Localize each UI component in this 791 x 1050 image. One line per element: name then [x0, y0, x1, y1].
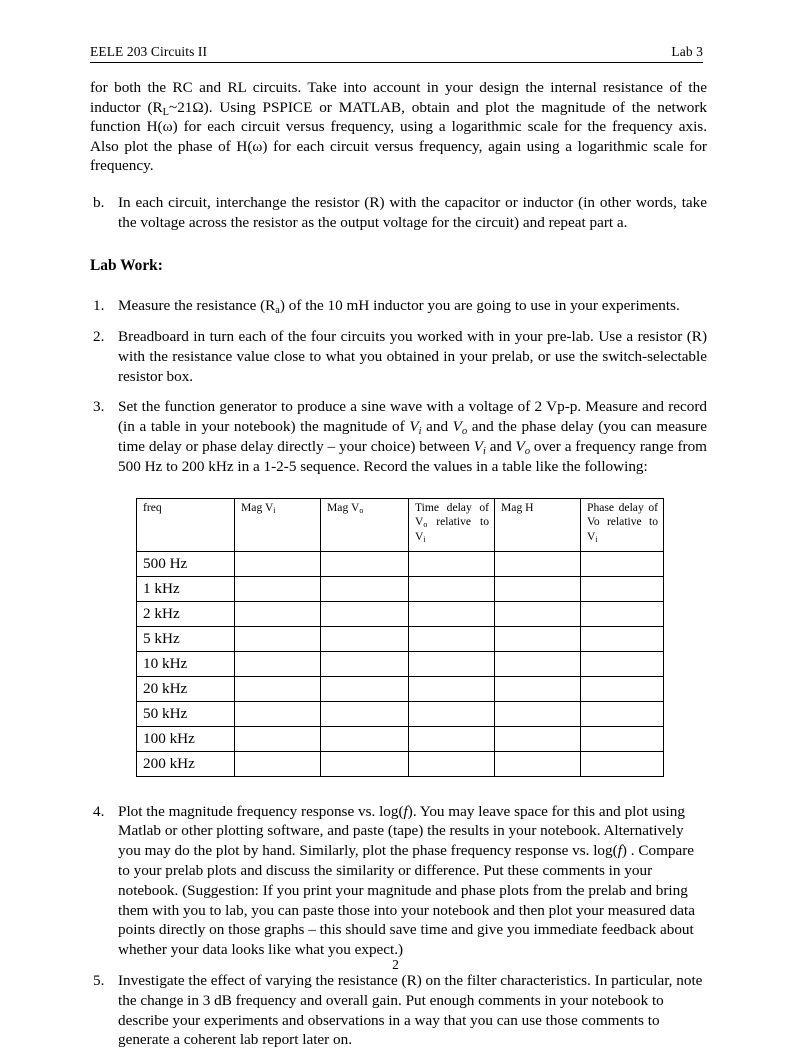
measurement-table-container — [136, 498, 663, 777]
page-number: 2 — [392, 957, 399, 972]
var-vo-2-base: V — [515, 437, 525, 455]
table-row — [137, 676, 664, 701]
measurement-table — [136, 498, 664, 777]
document-body — [90, 78, 707, 1050]
table-header-time-delay-sub-2: i — [423, 534, 426, 544]
table-header-row — [137, 498, 664, 551]
list-item-2 — [93, 327, 707, 386]
table-row — [137, 651, 664, 676]
list-marker-b: b. — [93, 193, 105, 211]
table-header-phase-delay-part-1: Phase delay of Vo relative to V — [587, 500, 658, 543]
table-cell-phase-delay[interactable] — [581, 751, 664, 776]
list-marker-2: 2. — [93, 327, 105, 345]
table-cell-time-delay[interactable] — [409, 576, 495, 601]
list-item-4-text-part-2: ). You may leave space for this and plot using Matlab or other plotting software, and paste (tape) the results in your notebook. Alternatively you may do the plot by hand. Similarly, plot the phase frequency response vs. log( — [118, 802, 685, 860]
table-row — [137, 701, 664, 726]
var-vo-1 — [452, 418, 468, 438]
table-header-phase-delay-sub: i — [595, 534, 598, 544]
var-vo-2 — [516, 438, 530, 455]
table-cell-mag-vo[interactable] — [321, 651, 409, 676]
table-cell-mag-vo[interactable] — [321, 551, 409, 576]
table-row — [137, 626, 664, 651]
table-cell-time-delay[interactable] — [409, 751, 495, 776]
table-cell-freq: 2 kHz — [137, 601, 235, 626]
table-cell-mag-vi[interactable] — [235, 651, 321, 676]
table-header-phase-delay — [581, 498, 664, 551]
var-f-2: f — [617, 842, 622, 860]
list-item-b-text: In each circuit, interchange the resistor (R) with the capacitor or inductor (in other words, take the voltage across the resistor as the output voltage for the circuit) and repeat part a. — [118, 193, 707, 231]
var-vo-2-sub: o — [524, 445, 530, 457]
header-lab-number: Lab 3 — [671, 44, 703, 59]
prelab-subscript-L: L — [162, 106, 169, 118]
table-cell-mag-h[interactable] — [495, 701, 581, 726]
list-item-1 — [93, 296, 707, 317]
list-item-5-text: Investigate the effect of varying the resistance (R) on the filter characteristics. In particular, note the change in 3 dB frequency and overall gain. Put enough comments in your notebook to describe your experiments and observations in a way that you can use those comments to generate a coherent lab report later on. — [118, 971, 703, 1049]
table-cell-time-delay[interactable] — [409, 651, 495, 676]
section-heading-lab-work: Lab Work: — [90, 257, 163, 275]
table-cell-freq: 500 Hz — [137, 551, 235, 576]
list-item-1-text-part-1: Measure the resistance (R — [118, 297, 276, 315]
table-cell-mag-vi[interactable] — [235, 676, 321, 701]
var-vi-1-sub: i — [418, 426, 422, 438]
table-cell-mag-h[interactable] — [495, 726, 581, 751]
table-cell-mag-vo[interactable] — [321, 751, 409, 776]
list-marker-4: 4. — [93, 802, 105, 820]
table-cell-mag-vi[interactable] — [235, 726, 321, 751]
table-cell-freq: 10 kHz — [137, 651, 235, 676]
table-row — [137, 601, 664, 626]
table-cell-mag-h[interactable] — [495, 751, 581, 776]
table-cell-mag-h[interactable] — [495, 551, 581, 576]
table-cell-phase-delay[interactable] — [581, 676, 664, 701]
list-item-3-text-part-5: over a frequency range from 500 Hz to 200 kHz in a 1-2-5 sequence. Record the values in a table like the following: — [118, 437, 707, 475]
list-marker-5: 5. — [93, 971, 105, 989]
table-cell-mag-h[interactable] — [495, 576, 581, 601]
table-cell-mag-vo[interactable] — [321, 626, 409, 651]
table-cell-mag-h[interactable] — [495, 676, 581, 701]
table-header-mag-vi — [235, 498, 321, 551]
table-cell-phase-delay[interactable] — [581, 626, 664, 651]
var-vi-1 — [409, 418, 422, 438]
var-vi-2-sub: i — [483, 445, 486, 457]
var-vo-1-base: V — [452, 418, 462, 436]
list-item-1-subscript-a: a — [275, 305, 280, 317]
paragraph-prelab-continuation — [90, 78, 707, 176]
table-header-time-delay-part-1: Time delay of V — [415, 500, 489, 529]
prelab-text-part-1: for both the RC and RL circuits. Take into account in your design the internal resistance of the inductor (R — [90, 79, 707, 116]
table-header-mag-vo-sub: o — [359, 505, 364, 515]
table-cell-time-delay[interactable] — [409, 726, 495, 751]
table-cell-phase-delay[interactable] — [581, 601, 664, 626]
table-cell-mag-h[interactable] — [495, 626, 581, 651]
var-f-1: f — [403, 802, 408, 820]
table-cell-freq: 200 kHz — [137, 751, 235, 776]
list-item-3-text-part-2: and — [421, 418, 453, 436]
list-item-1-text-part-2: ) of the 10 mH inductor you are going to use in your experiments. — [279, 297, 680, 315]
table-body — [137, 551, 664, 776]
table-cell-time-delay[interactable] — [409, 676, 495, 701]
table-header-time-delay-sub-1: o — [423, 520, 428, 530]
table-header-mag-vi-base: Mag V — [241, 500, 274, 514]
table-header-time-delay — [409, 498, 495, 551]
table-header-time-delay-part-2: relative to V — [415, 515, 489, 543]
table-cell-mag-h[interactable] — [495, 601, 581, 626]
table-cell-freq: 5 kHz — [137, 626, 235, 651]
list-item-3 — [93, 397, 707, 476]
table-cell-freq: 50 kHz — [137, 701, 235, 726]
table-cell-time-delay[interactable] — [409, 701, 495, 726]
list-item-3-text-part-3: and the phase delay (you can measure time delay or phase delay directly – your choice) between — [118, 418, 707, 455]
table-cell-phase-delay[interactable] — [581, 651, 664, 676]
table-cell-mag-vi[interactable] — [235, 701, 321, 726]
table-cell-phase-delay[interactable] — [581, 551, 664, 576]
table-cell-freq: 100 kHz — [137, 726, 235, 751]
table-cell-phase-delay[interactable] — [581, 726, 664, 751]
var-vi-2 — [474, 438, 486, 455]
table-cell-mag-h[interactable] — [495, 651, 581, 676]
table-cell-mag-vo[interactable] — [321, 576, 409, 601]
table-cell-phase-delay[interactable] — [581, 576, 664, 601]
table-cell-mag-vi[interactable] — [235, 576, 321, 601]
table-cell-mag-vo[interactable] — [321, 676, 409, 701]
table-header-mag-h: Mag H — [495, 498, 581, 551]
prelab-text-part-2: ~21Ω). Using PSPICE or MATLAB, obtain and plot the magnitude of the network function H(ω) for each circuit versus frequency, using a logarithmic scale for the frequency axis. Also plot the phase of H(ω) for each circuit versus frequency, again using a logarithmic scale for frequency. — [90, 98, 707, 175]
table-cell-time-delay[interactable] — [409, 601, 495, 626]
list-item-5 — [93, 971, 707, 1050]
table-header-mag-vi-sub: i — [273, 505, 276, 515]
table-cell-time-delay[interactable] — [409, 626, 495, 651]
list-marker-3: 3. — [93, 398, 105, 416]
table-cell-mag-vo[interactable] — [321, 601, 409, 626]
list-item-4 — [93, 802, 707, 960]
table-cell-mag-vo[interactable] — [321, 726, 409, 751]
table-header-mag-vo-base: Mag V — [327, 500, 360, 514]
table-cell-phase-delay[interactable] — [581, 701, 664, 726]
list-item-3-text-part-1: Set the function generator to produce a sine wave with a voltage of 2 Vp-p. Measure and record (in a table in your notebook) the magnitude of — [118, 398, 707, 436]
table-header-freq: freq — [137, 498, 235, 551]
list-item-2-text: Breadboard in turn each of the four circuits you worked with in your pre-lab. Use a resistor (R) with the resistance value close to what you obtained in your prelab, or use the switch-selectable resistor box. — [118, 327, 707, 385]
table-cell-time-delay[interactable] — [409, 551, 495, 576]
var-vo-1-sub: o — [461, 426, 468, 438]
header-course-title: EELE 203 Circuits II — [90, 44, 208, 59]
table-row — [137, 726, 664, 751]
table-cell-mag-vo[interactable] — [321, 701, 409, 726]
list-marker-1: 1. — [93, 297, 105, 315]
table-cell-mag-vi[interactable] — [235, 751, 321, 776]
list-item-3-text-part-4: and — [485, 437, 516, 455]
table-cell-mag-vi[interactable] — [235, 601, 321, 626]
table-row — [137, 751, 664, 776]
table-cell-freq: 1 kHz — [137, 576, 235, 601]
list-item-4-text-part-3: ) . Compare to your prelab plots and discuss the similarity or difference. Put these comments in your notebook. (Suggestion: If you print your magnitude and phase plots from the prelab and bring them with you to lab, you can paste those into your notebook and then plot your measured data points directly on those graphs – this should save time and give you immediate feedback about whether your data looks like what you expect.) — [118, 842, 695, 959]
table-row — [137, 551, 664, 576]
table-cell-mag-vi[interactable] — [235, 626, 321, 651]
page-header — [90, 44, 703, 63]
var-vi-1-base: V — [409, 418, 419, 436]
table-header-mag-vo — [321, 498, 409, 551]
table-row — [137, 576, 664, 601]
table-cell-mag-vi[interactable] — [235, 551, 321, 576]
list-item-4-text-part-1: Plot the magnitude frequency response vs. log( — [118, 802, 404, 820]
var-vi-2-base: V — [473, 437, 483, 455]
list-item-b — [93, 193, 707, 232]
table-cell-freq: 20 kHz — [137, 676, 235, 701]
